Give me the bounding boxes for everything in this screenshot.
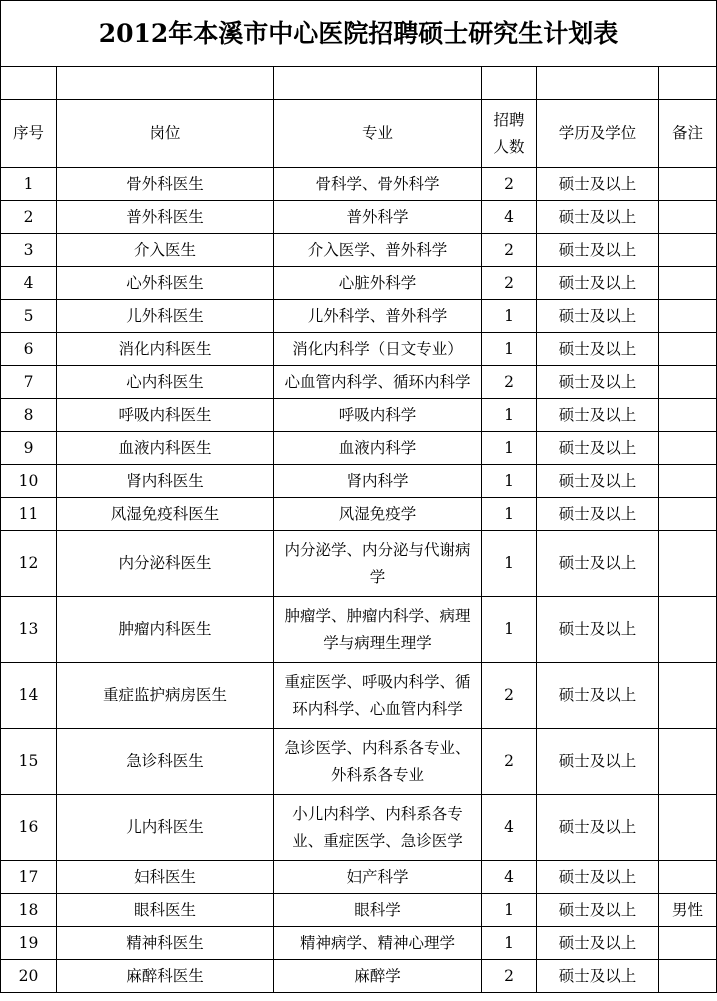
cell-count: 1 [482, 432, 537, 465]
cell-note [659, 795, 717, 861]
cell-count: 1 [482, 927, 537, 960]
cell-note [659, 267, 717, 300]
cell-position: 普外科医生 [57, 201, 274, 234]
cell-count: 4 [482, 795, 537, 861]
cell-note [659, 663, 717, 729]
cell-count: 1 [482, 465, 537, 498]
cell-note: 男性 [659, 894, 717, 927]
cell-position: 骨外科医生 [57, 168, 274, 201]
cell-degree: 硕士及以上 [537, 300, 659, 333]
cell-note [659, 927, 717, 960]
cell-position: 重症监护病房医生 [57, 663, 274, 729]
table-row [1, 366, 717, 399]
cell-note [659, 234, 717, 267]
table-row [1, 663, 717, 729]
table-row [1, 300, 717, 333]
cell-position: 内分泌科医生 [57, 531, 274, 597]
table-row [1, 531, 717, 597]
header-degree: 学历及学位 [537, 100, 659, 168]
header-no: 序号 [1, 100, 57, 168]
header-row [1, 100, 717, 168]
table-row [1, 267, 717, 300]
table-row [1, 498, 717, 531]
cell-major: 心脏外科学 [274, 267, 482, 300]
table-row [1, 201, 717, 234]
cell-degree: 硕士及以上 [537, 465, 659, 498]
cell-no: 13 [1, 597, 57, 663]
cell-no: 14 [1, 663, 57, 729]
cell-degree: 硕士及以上 [537, 498, 659, 531]
cell-no: 5 [1, 300, 57, 333]
cell-count: 1 [482, 399, 537, 432]
cell-major: 急诊医学、内科系各专业、外科系各专业 [274, 729, 482, 795]
cell-note [659, 531, 717, 597]
cell-note [659, 201, 717, 234]
cell-major: 消化内科学（日文专业） [274, 333, 482, 366]
cell-degree: 硕士及以上 [537, 333, 659, 366]
cell-position: 介入医生 [57, 234, 274, 267]
cell-position: 急诊科医生 [57, 729, 274, 795]
cell-note [659, 432, 717, 465]
cell-major: 妇产科学 [274, 861, 482, 894]
cell-degree: 硕士及以上 [537, 729, 659, 795]
table-row [1, 894, 717, 927]
table-row [1, 399, 717, 432]
cell-no: 12 [1, 531, 57, 597]
cell-no: 19 [1, 927, 57, 960]
cell-position: 消化内科医生 [57, 333, 274, 366]
cell-degree: 硕士及以上 [537, 432, 659, 465]
cell-no: 1 [1, 168, 57, 201]
cell-position: 妇科医生 [57, 861, 274, 894]
cell-major: 精神病学、精神心理学 [274, 927, 482, 960]
cell-count: 1 [482, 894, 537, 927]
cell-major: 风湿免疫学 [274, 498, 482, 531]
cell-degree: 硕士及以上 [537, 201, 659, 234]
title-row [1, 1, 717, 67]
header-count-line2: 人数 [493, 137, 525, 156]
cell-major: 肿瘤学、肿瘤内科学、病理学与病理生理学 [274, 597, 482, 663]
cell-no: 18 [1, 894, 57, 927]
cell-position: 肿瘤内科医生 [57, 597, 274, 663]
cell-major: 重症医学、呼吸内科学、循环内科学、心血管内科学 [274, 663, 482, 729]
header-major: 专业 [274, 100, 482, 168]
cell-note [659, 399, 717, 432]
cell-count: 2 [482, 663, 537, 729]
page-title: 2012年本溪市中心医院招聘硕士研究生计划表 [1, 1, 717, 67]
cell-count: 2 [482, 234, 537, 267]
cell-count: 2 [482, 960, 537, 993]
cell-major: 骨科学、骨外科学 [274, 168, 482, 201]
cell-major: 小儿内科学、内科系各专业、重症医学、急诊医学 [274, 795, 482, 861]
cell-note [659, 498, 717, 531]
cell-note [659, 333, 717, 366]
cell-degree: 硕士及以上 [537, 531, 659, 597]
header-position: 岗位 [57, 100, 274, 168]
cell-position: 心外科医生 [57, 267, 274, 300]
cell-note [659, 861, 717, 894]
cell-degree: 硕士及以上 [537, 861, 659, 894]
cell-no: 11 [1, 498, 57, 531]
cell-no: 4 [1, 267, 57, 300]
cell-no: 17 [1, 861, 57, 894]
cell-degree: 硕士及以上 [537, 663, 659, 729]
cell-degree: 硕士及以上 [537, 795, 659, 861]
cell-degree: 硕士及以上 [537, 894, 659, 927]
cell-degree: 硕士及以上 [537, 927, 659, 960]
cell-major: 内分泌学、内分泌与代谢病学 [274, 531, 482, 597]
cell-degree: 硕士及以上 [537, 960, 659, 993]
cell-major: 介入医学、普外科学 [274, 234, 482, 267]
cell-no: 20 [1, 960, 57, 993]
cell-position: 呼吸内科医生 [57, 399, 274, 432]
table-row [1, 597, 717, 663]
table-row [1, 234, 717, 267]
cell-note [659, 300, 717, 333]
cell-major: 呼吸内科学 [274, 399, 482, 432]
cell-position: 心内科医生 [57, 366, 274, 399]
cell-count: 2 [482, 267, 537, 300]
cell-no: 6 [1, 333, 57, 366]
cell-position: 眼科医生 [57, 894, 274, 927]
cell-note [659, 465, 717, 498]
table-row [1, 465, 717, 498]
cell-major: 眼科学 [274, 894, 482, 927]
header-count [482, 100, 537, 168]
header-count-line1: 招聘 [493, 111, 525, 130]
cell-no: 2 [1, 201, 57, 234]
cell-count: 2 [482, 729, 537, 795]
cell-major: 儿外科学、普外科学 [274, 300, 482, 333]
cell-note [659, 597, 717, 663]
cell-position: 麻醉科医生 [57, 960, 274, 993]
cell-degree: 硕士及以上 [537, 399, 659, 432]
cell-count: 1 [482, 498, 537, 531]
cell-no: 16 [1, 795, 57, 861]
cell-count: 1 [482, 597, 537, 663]
cell-no: 9 [1, 432, 57, 465]
cell-count: 2 [482, 366, 537, 399]
cell-count: 1 [482, 300, 537, 333]
cell-note [659, 960, 717, 993]
cell-no: 3 [1, 234, 57, 267]
cell-count: 4 [482, 861, 537, 894]
cell-degree: 硕士及以上 [537, 168, 659, 201]
cell-major: 普外科学 [274, 201, 482, 234]
table-row [1, 333, 717, 366]
cell-position: 血液内科医生 [57, 432, 274, 465]
cell-major: 肾内科学 [274, 465, 482, 498]
cell-count: 1 [482, 531, 537, 597]
cell-no: 10 [1, 465, 57, 498]
cell-note [659, 366, 717, 399]
cell-no: 7 [1, 366, 57, 399]
cell-degree: 硕士及以上 [537, 366, 659, 399]
table-row [1, 960, 717, 993]
cell-major: 麻醉学 [274, 960, 482, 993]
cell-major: 血液内科学 [274, 432, 482, 465]
table-row [1, 861, 717, 894]
cell-position: 风湿免疫科医生 [57, 498, 274, 531]
empty-row [1, 67, 717, 100]
cell-position: 儿内科医生 [57, 795, 274, 861]
cell-no: 15 [1, 729, 57, 795]
cell-degree: 硕士及以上 [537, 597, 659, 663]
cell-note [659, 168, 717, 201]
cell-degree: 硕士及以上 [537, 267, 659, 300]
table-row [1, 432, 717, 465]
cell-count: 2 [482, 168, 537, 201]
table-row [1, 795, 717, 861]
cell-position: 精神科医生 [57, 927, 274, 960]
cell-position: 肾内科医生 [57, 465, 274, 498]
cell-major: 心血管内科学、循环内科学 [274, 366, 482, 399]
cell-position: 儿外科医生 [57, 300, 274, 333]
table-row [1, 927, 717, 960]
cell-no: 8 [1, 399, 57, 432]
cell-count: 1 [482, 333, 537, 366]
header-note: 备注 [659, 100, 717, 168]
cell-count: 4 [482, 201, 537, 234]
cell-degree: 硕士及以上 [537, 234, 659, 267]
cell-note [659, 729, 717, 795]
table-row [1, 168, 717, 201]
table-row [1, 729, 717, 795]
